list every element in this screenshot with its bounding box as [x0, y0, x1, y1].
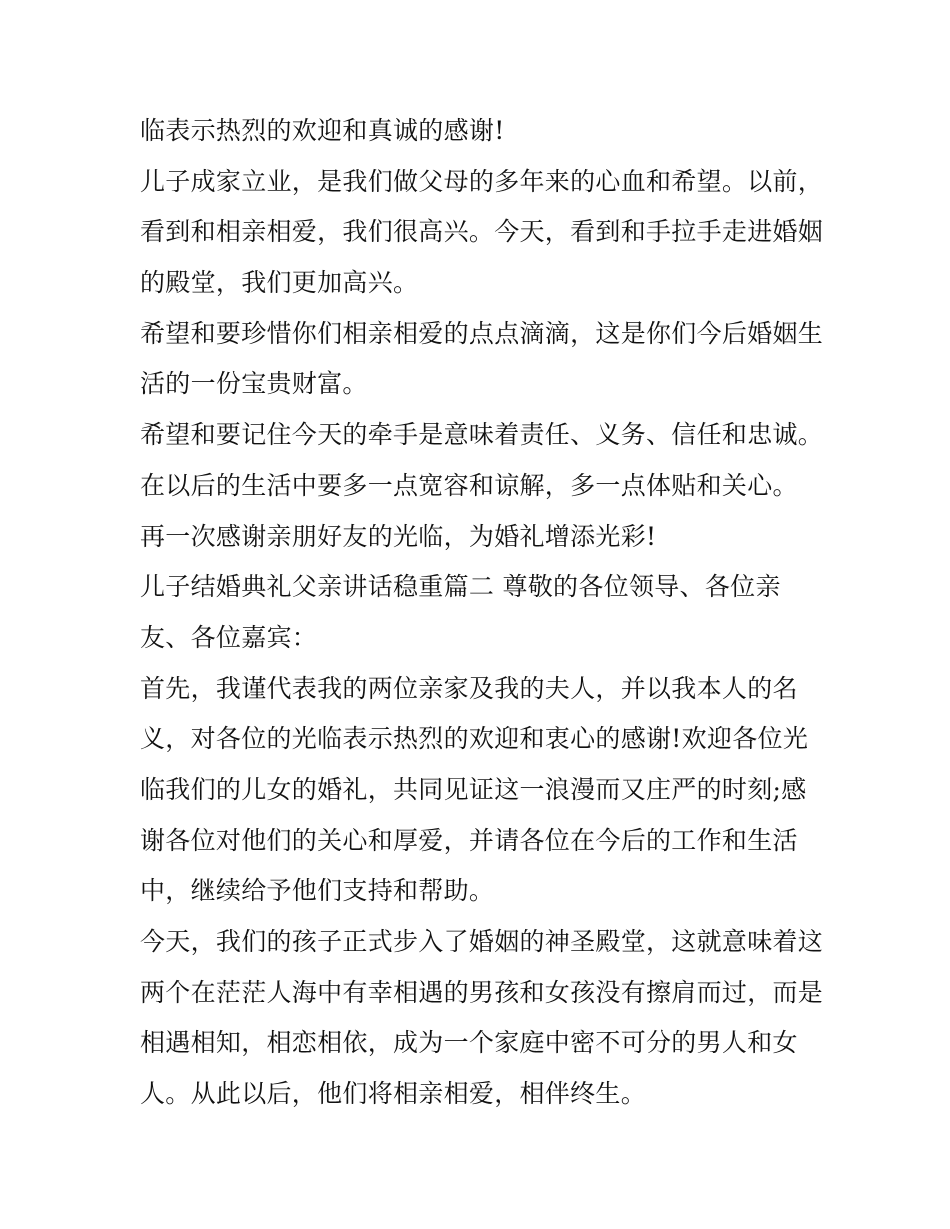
- text-line: 在以后的生活中要多一点宽容和谅解，多一点体贴和关心。: [140, 470, 798, 500]
- text-line: 儿子成家立业，是我们做父母的多年来的心血和希望。以前，: [140, 166, 824, 196]
- text-line: 义，对各位的光临表示热烈的欢迎和衷心的感谢!欢迎各位光: [140, 724, 809, 754]
- text-line: 希望和要记住今天的牵手是意味着责任、义务、信任和忠诚。: [140, 420, 824, 450]
- text-line: 的殿堂，我们更加高兴。: [140, 268, 419, 298]
- text-line: 首先，我谨代表我的两位亲家及我的夫人，并以我本人的名: [140, 673, 798, 703]
- text-line: 临表示热烈的欢迎和真诚的感谢!: [140, 116, 505, 145]
- text-line: 活的一份宝贵财富。: [140, 369, 368, 399]
- text-line: 临我们的儿女的婚礼，共同见证这一浪漫而又庄严的时刻;感: [140, 774, 807, 804]
- document-body: [140, 106, 824, 1120]
- text-line: 友、各位嘉宾：: [140, 622, 318, 652]
- text-line: 希望和要珍惜你们相亲相爱的点点滴滴，这是你们今后婚姻生: [140, 318, 824, 348]
- text-line: 谢各位对他们的关心和厚爱，并请各位在今后的工作和生活: [140, 825, 798, 855]
- text-line: 今天，我们的孩子正式步入了婚姻的神圣殿堂，这就意味着这: [140, 927, 824, 956]
- text-line: 相遇相知，相恋相依，成为一个家庭中密不可分的男人和女: [140, 1028, 798, 1058]
- text-line: 两个在茫茫人海中有幸相遇的男孩和女孩没有擦肩而过，而是: [140, 977, 824, 1007]
- text-line: 看到和相亲相爱，我们很高兴。今天，看到和手拉手走进婚姻: [140, 217, 824, 247]
- text-line: 再一次感谢亲朋好友的光临，为婚礼增添光彩!: [140, 521, 657, 551]
- text-line: 人。从此以后，他们将相亲相爱，相伴终生。: [140, 1079, 647, 1109]
- text-line: 儿子结婚典礼父亲讲话稳重篇二 尊敬的各位领导、各位亲: [140, 572, 781, 602]
- text-line: 中，继续给予他们支持和帮助。: [140, 876, 495, 906]
